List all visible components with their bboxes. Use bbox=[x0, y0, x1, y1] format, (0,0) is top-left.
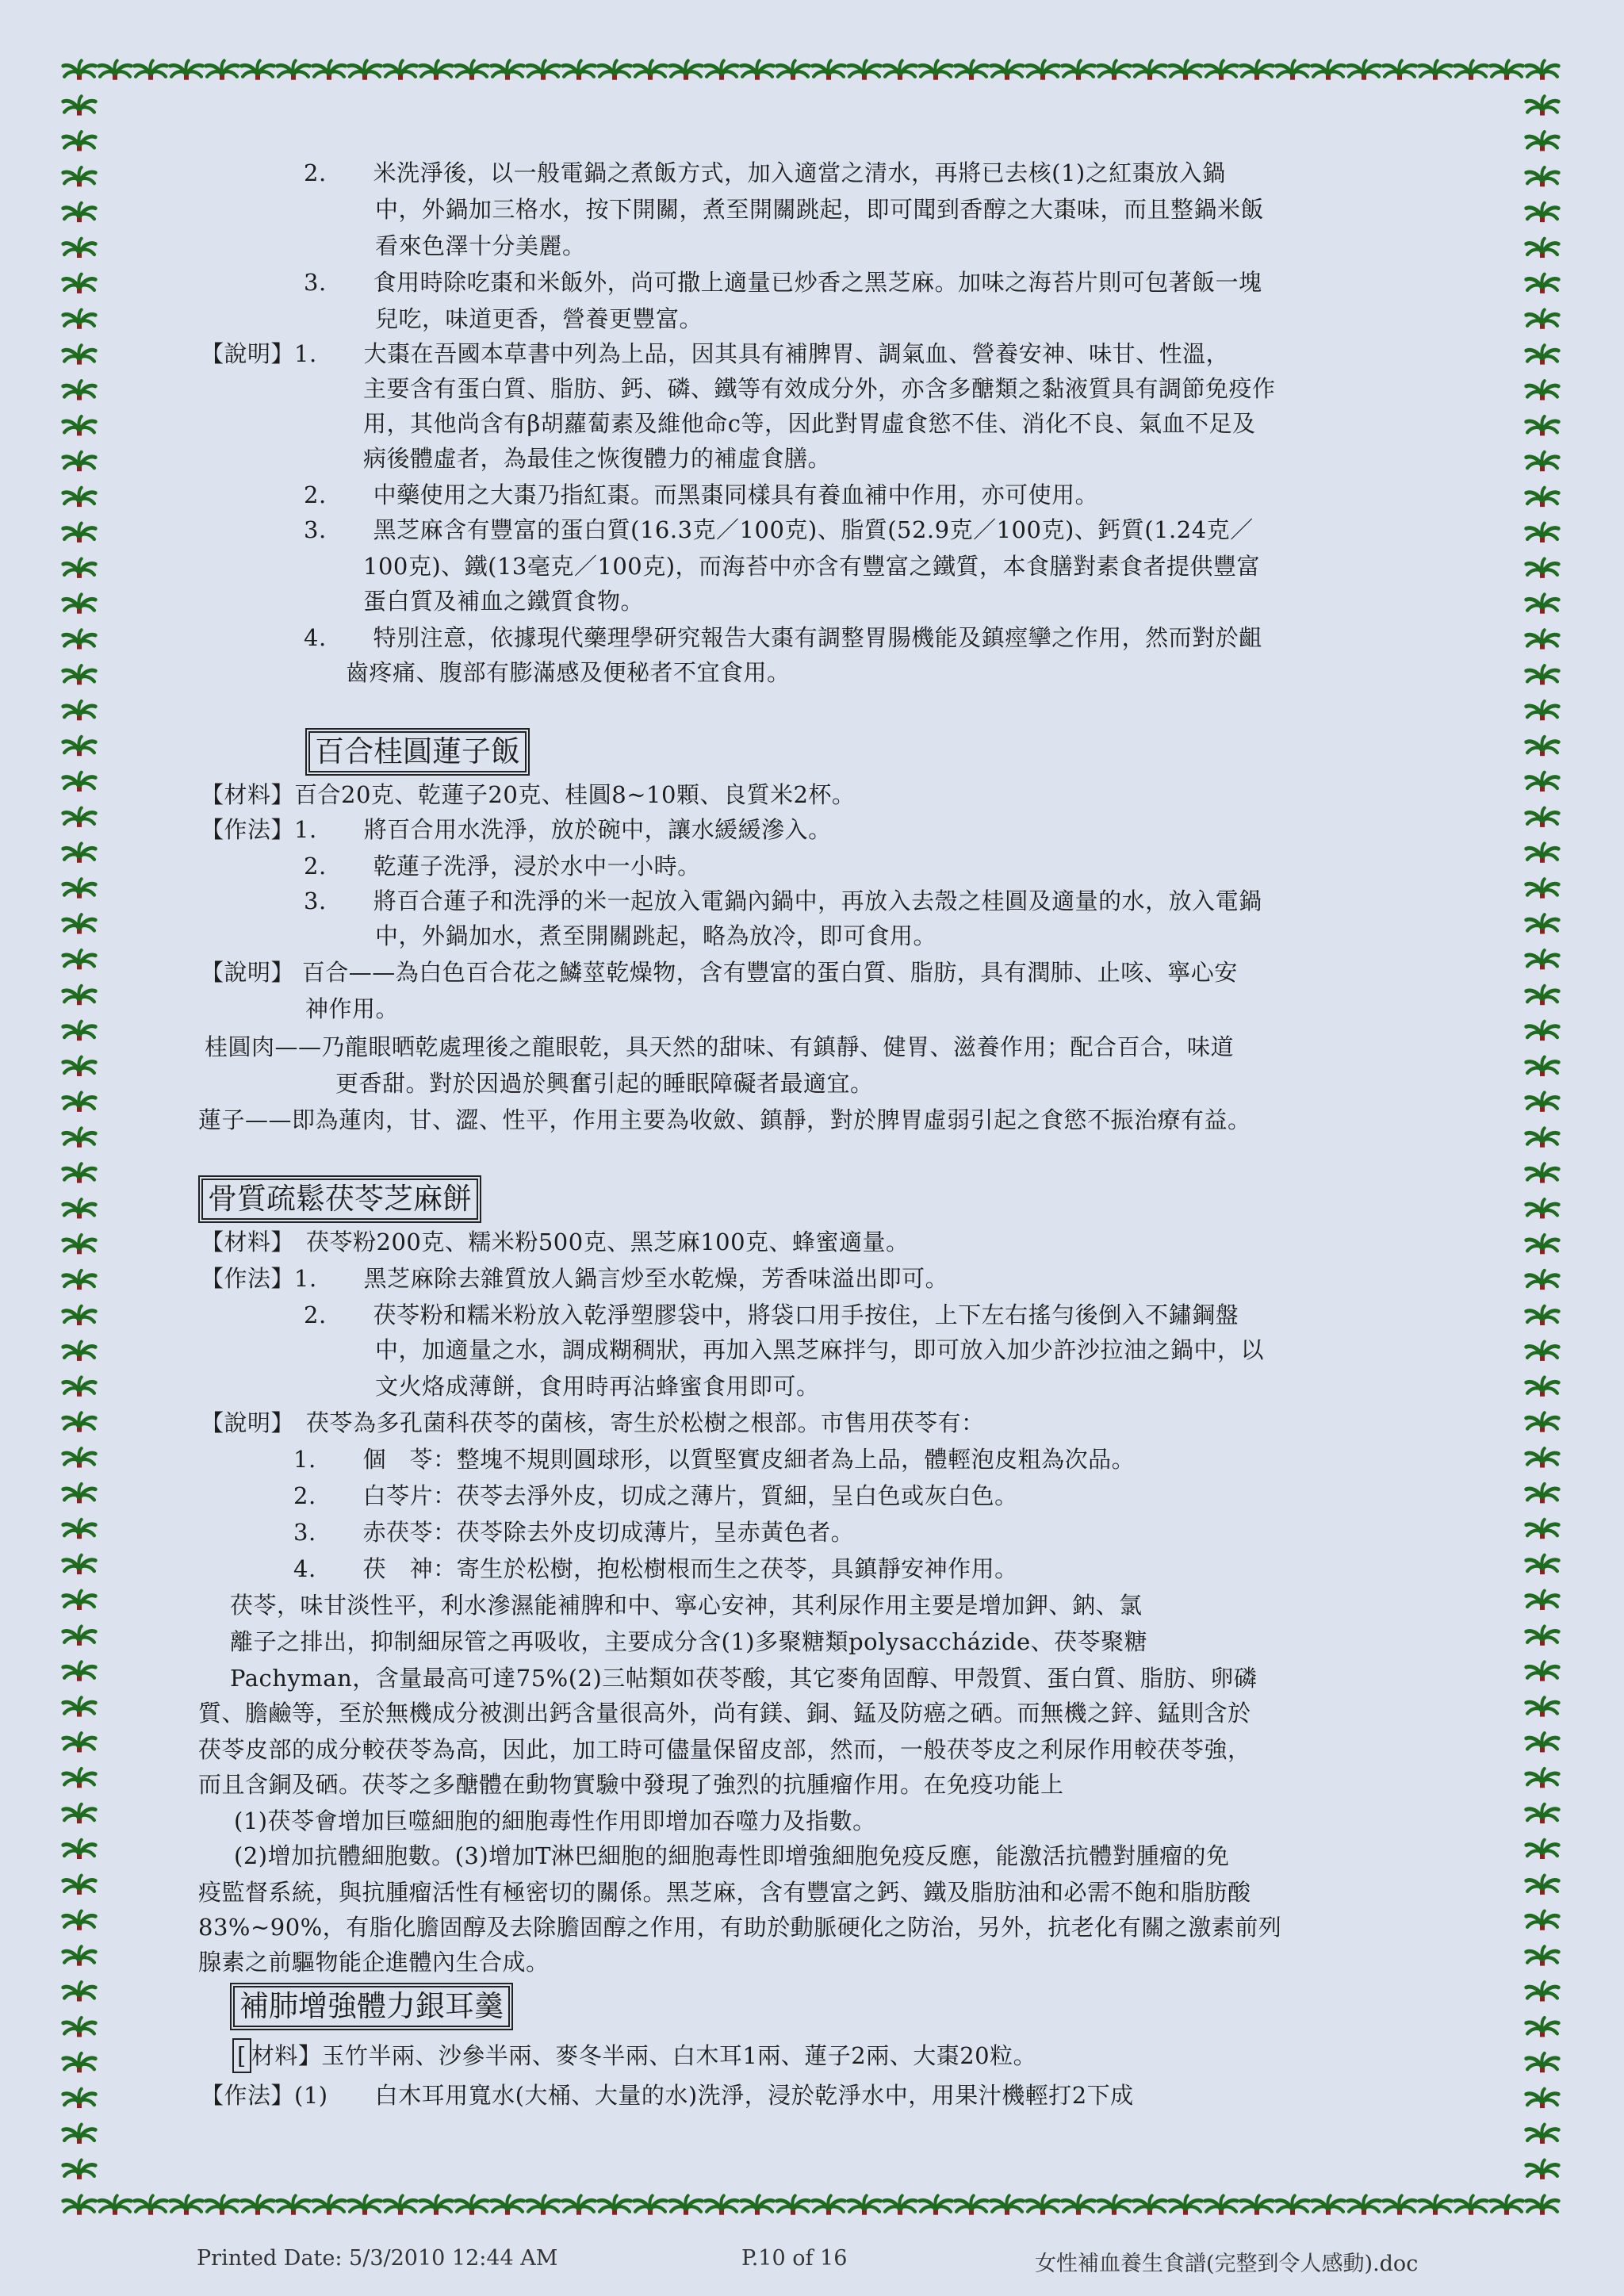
palm-tree-icon bbox=[1526, 1448, 1559, 1467]
method-step-2: 2. 茯苓粉和糯米粉放入乾淨塑膠袋中，將袋口用手按住，上下左右搖勻後倒入不鏽鋼盤 bbox=[304, 1301, 1239, 1328]
palm-tree-icon bbox=[1526, 808, 1559, 827]
palm-tree-icon bbox=[456, 2195, 488, 2214]
palm-tree-icon bbox=[170, 2195, 203, 2214]
palm-tree-icon bbox=[63, 132, 96, 151]
palm-tree-icon bbox=[956, 2195, 988, 2214]
palm-tree-icon bbox=[63, 1448, 96, 1467]
explanation-poria: 【說明】 茯苓為多孔菌科茯苓的菌核，寄生於松樹之根部。市售用茯苓有： bbox=[201, 1409, 985, 1436]
palm-tree-icon bbox=[599, 2195, 631, 2214]
palm-tree-icon bbox=[1384, 60, 1416, 79]
palm-tree-icon bbox=[63, 274, 96, 293]
palm-tree-icon bbox=[670, 60, 703, 79]
palm-tree-icon bbox=[706, 60, 738, 79]
palm-tree-icon bbox=[1526, 2125, 1559, 2144]
palm-tree-icon bbox=[634, 2195, 667, 2214]
method-step-3: 3. 將百合蓮子和洗淨的米一起放入電鍋內鍋中，再放入去殼之桂圓及適量的水，放入電鍋 bbox=[304, 887, 1262, 914]
palm-tree-icon bbox=[1526, 1484, 1559, 1503]
recipe-step-3: 3. 食用時除吃棗和米飯外，尚可撒上適量已炒香之黑芝麻。加味之海苔片則可包著飯一塊 bbox=[304, 269, 1262, 296]
palm-tree-icon bbox=[313, 60, 346, 79]
palm-tree-icon bbox=[63, 594, 96, 613]
bracket-mark: [ bbox=[232, 2038, 251, 2073]
palm-tree-icon bbox=[1277, 2195, 1309, 2214]
palm-tree-icon bbox=[741, 60, 774, 79]
palm-tree-icon bbox=[1526, 701, 1559, 720]
palm-tree-icon bbox=[63, 1128, 96, 1147]
palm-tree-icon bbox=[1348, 2195, 1381, 2214]
text-line: 文火烙成薄餅，食用時再沾蜂蜜食用即可。 bbox=[375, 1373, 820, 1400]
palm-tree-icon bbox=[1526, 1377, 1559, 1396]
poria-type-1: 1. 個 苓：整塊不規則圓球形，以質堅實皮細者為上品，體輕泡皮粗為次品。 bbox=[293, 1446, 1136, 1473]
palm-tree-icon bbox=[63, 1412, 96, 1432]
palm-tree-icon bbox=[1134, 2195, 1166, 2214]
palm-tree-icon bbox=[1491, 2195, 1523, 2214]
palm-tree-icon bbox=[848, 60, 881, 79]
text-line: (2)增加抗體細胞數。(3)增加T淋巴細胞的細胞毒性即增強細胞免疫反應，能激活抗體對腫瘤的免 bbox=[234, 1842, 1230, 1869]
palm-tree-icon bbox=[385, 60, 417, 79]
palm-tree-icon bbox=[1526, 203, 1559, 222]
palm-tree-icon bbox=[63, 1591, 96, 1610]
palm-tree-icon bbox=[1526, 737, 1559, 756]
palm-tree-icon bbox=[63, 1627, 96, 1646]
text-line: 離子之排出，抑制細尿管之再吸收，主要成分含(1)多聚糖類polysaccházide、茯苓聚糖 bbox=[230, 1628, 1148, 1655]
palm-tree-icon bbox=[741, 2195, 774, 2214]
palm-tree-icon bbox=[63, 523, 96, 542]
footer-printed-date: Printed Date: 5/3/2010 12:44 AM bbox=[197, 2246, 558, 2271]
palm-tree-icon bbox=[63, 1199, 96, 1218]
recipe-step-2: 2. 米洗淨後，以一般電鍋之煮飯方式，加入適當之清水，再將已去核(1)之紅棗放入鍋 bbox=[304, 159, 1226, 186]
palm-tree-icon bbox=[1526, 665, 1559, 684]
palm-tree-icon bbox=[63, 1804, 96, 1823]
palm-tree-icon bbox=[63, 1484, 96, 1503]
palm-tree-icon bbox=[1526, 1804, 1559, 1823]
ingredients-line: 【材料】百合20克、乾蓮子20克、桂圓8~10顆、良質米2杯。 bbox=[201, 781, 856, 808]
palm-tree-icon bbox=[63, 60, 96, 79]
palm-tree-icon bbox=[63, 381, 96, 400]
palm-tree-icon bbox=[920, 2195, 952, 2214]
palm-tree-icon bbox=[63, 1057, 96, 1076]
palm-tree-icon bbox=[1526, 1555, 1559, 1574]
palm-tree-icon bbox=[1526, 2160, 1559, 2179]
palm-tree-icon bbox=[1134, 60, 1166, 79]
explanation-item-2: 2. 中藥使用之大棗乃指紅棗。而黑棗同樣具有養血補中作用，亦可使用。 bbox=[304, 481, 1099, 508]
palm-tree-icon bbox=[99, 60, 132, 79]
palm-tree-icon bbox=[1526, 1342, 1559, 1361]
ingredients-line bbox=[232, 2038, 1036, 2073]
palm-tree-icon bbox=[1027, 60, 1059, 79]
palm-tree-icon bbox=[1205, 60, 1238, 79]
palm-tree-icon bbox=[670, 2195, 703, 2214]
palm-tree-icon bbox=[1526, 1022, 1559, 1041]
palm-tree-icon bbox=[63, 1733, 96, 1752]
text-line: 兒吃，味道更香，營養更豐富。 bbox=[375, 305, 703, 332]
palm-tree-icon bbox=[1526, 843, 1559, 862]
palm-tree-icon bbox=[1526, 772, 1559, 792]
palm-tree-icon bbox=[1526, 1520, 1559, 1539]
palm-tree-icon bbox=[135, 60, 167, 79]
palm-tree-icon bbox=[956, 60, 988, 79]
palm-tree-icon bbox=[1491, 60, 1523, 79]
footer-filename: 女性補血養生食譜(完整到令人感動).doc bbox=[1035, 2252, 1419, 2276]
text-line: 茯苓，味甘淡性平，利水滲濕能補脾和中、寧心安神，其利尿作用主要是增加鉀、鈉、氯 bbox=[230, 1592, 1143, 1619]
palm-tree-icon bbox=[63, 1093, 96, 1112]
palm-tree-icon bbox=[1526, 1662, 1559, 1681]
explanation-item-3: 3. 黑芝麻含有豐富的蛋白質(16.3克／100克)、脂質(52.9克／100克)、鈣質(1.24克／ bbox=[304, 516, 1254, 543]
palm-tree-icon bbox=[313, 2195, 346, 2214]
palm-tree-icon bbox=[991, 2195, 1024, 2214]
palm-tree-icon bbox=[1526, 1911, 1559, 1930]
palm-tree-icon bbox=[1419, 60, 1452, 79]
footer-page-number: P.10 of 16 bbox=[741, 2246, 848, 2271]
palm-tree-icon bbox=[1384, 2195, 1416, 2214]
palm-tree-icon bbox=[63, 167, 96, 186]
palm-tree-icon bbox=[63, 1022, 96, 1041]
palm-tree-icon bbox=[1526, 132, 1559, 151]
palm-tree-icon bbox=[1526, 559, 1559, 578]
palm-tree-icon bbox=[1526, 2018, 1559, 2037]
palm-tree-icon bbox=[63, 239, 96, 258]
palm-tree-icon bbox=[1526, 1697, 1559, 1716]
palm-tree-icon bbox=[1170, 2195, 1202, 2214]
explanation-longan: 桂圓肉——乃龍眼晒乾處理後之龍眼乾，具天然的甜味、有鎮靜、健胃、滋養作用；配合百合，味道 bbox=[205, 1033, 1235, 1060]
palm-tree-icon bbox=[884, 60, 917, 79]
palm-tree-icon bbox=[63, 1306, 96, 1325]
palm-tree-icon bbox=[706, 2195, 738, 2214]
palm-tree-icon bbox=[1526, 1128, 1559, 1147]
palm-tree-icon bbox=[1526, 1946, 1559, 1965]
recipe-title-white-fungus-soup: 補肺增強體力銀耳羹 bbox=[230, 1983, 513, 2030]
palm-tree-icon bbox=[1526, 488, 1559, 507]
palm-tree-icon bbox=[63, 843, 96, 862]
palm-tree-icon bbox=[63, 2195, 96, 2214]
palm-tree-icon bbox=[63, 1377, 96, 1396]
text-line: 茯苓皮部的成分較茯苓為高，因此，加工時可儘量保留皮部，然而，一般茯苓皮之利尿作用較茯苓強， bbox=[198, 1736, 1251, 1763]
text-line: 齒疼痛、腹部有膨滿感及便秘者不宜食用。 bbox=[346, 659, 791, 686]
palm-tree-icon bbox=[1526, 594, 1559, 613]
palm-tree-icon bbox=[1526, 1199, 1559, 1218]
palm-tree-icon bbox=[1526, 523, 1559, 542]
palm-tree-icon bbox=[1526, 239, 1559, 258]
palm-tree-icon bbox=[63, 1697, 96, 1716]
text-line: 而且含銅及硒。茯苓之多醣體在動物實驗中發現了強烈的抗腫瘤作用。在免疫功能上 bbox=[198, 1771, 1064, 1798]
palm-tree-icon bbox=[135, 2195, 167, 2214]
palm-tree-icon bbox=[63, 950, 96, 969]
palm-tree-icon bbox=[777, 2195, 810, 2214]
method-step-1: 【作法】(1) 白木耳用寬水(大桶、大量的水)洗淨，浸於乾淨水中，用果汁機輕打2下成 bbox=[201, 2082, 1134, 2109]
palm-tree-icon bbox=[63, 879, 96, 898]
palm-tree-icon bbox=[1170, 60, 1202, 79]
palm-tree-icon bbox=[1526, 2053, 1559, 2072]
palm-tree-icon bbox=[1526, 1412, 1559, 1432]
text-line: 更香甜。對於因過於興奮引起的睡眠障礙者最適宜。 bbox=[335, 1070, 874, 1097]
palm-tree-icon bbox=[1526, 1627, 1559, 1646]
palm-tree-icon bbox=[1526, 1093, 1559, 1112]
palm-tree-icon bbox=[1526, 1235, 1559, 1254]
palm-tree-icon bbox=[63, 203, 96, 222]
palm-tree-icon bbox=[63, 488, 96, 507]
text-line: 神作用。 bbox=[305, 995, 400, 1022]
text-line: 83%~90%，有脂化膽固醇及去除膽固醇之作用，有助於動脈硬化之防治，另外，抗老化有關之激素前列 bbox=[198, 1914, 1282, 1941]
palm-tree-icon bbox=[420, 60, 453, 79]
palm-tree-icon bbox=[63, 914, 96, 933]
palm-tree-icon bbox=[63, 808, 96, 827]
palm-tree-icon bbox=[63, 1163, 96, 1182]
palm-tree-icon bbox=[1526, 345, 1559, 364]
text-line: 蛋白質及補血之鐵質食物。 bbox=[363, 588, 645, 615]
palm-tree-icon bbox=[63, 1662, 96, 1681]
explanation-item-1: 【說明】1. 大棗在吾國本草書中列為上品，因其具有補脾胃、調氣血、營養安神、味甘、性溫， bbox=[201, 340, 1230, 367]
palm-tree-icon bbox=[242, 2195, 274, 2214]
palm-tree-icon bbox=[1526, 914, 1559, 933]
ingredients-text: 材料】玉竹半兩、沙參半兩、麥冬半兩、白木耳1兩、蓮子2兩、大棗20粒。 bbox=[251, 2042, 1037, 2069]
palm-tree-icon bbox=[63, 1911, 96, 1930]
palm-tree-icon bbox=[1312, 2195, 1345, 2214]
text-line: 中，外鍋加三格水，按下開關，煮至開關跳起，即可聞到香醇之大棗味，而且整鍋米飯 bbox=[375, 196, 1265, 223]
palm-tree-icon bbox=[1526, 1057, 1559, 1076]
palm-tree-icon bbox=[242, 60, 274, 79]
palm-tree-icon bbox=[63, 345, 96, 364]
palm-tree-icon bbox=[63, 1876, 96, 1895]
poria-type-4: 4. 茯 神：寄生於松樹，抱松樹根而生之茯苓，具鎮靜安神作用。 bbox=[293, 1555, 1018, 1582]
palm-tree-icon bbox=[991, 60, 1024, 79]
palm-tree-icon bbox=[1241, 2195, 1274, 2214]
palm-tree-icon bbox=[63, 1235, 96, 1254]
palm-tree-icon bbox=[1526, 309, 1559, 328]
palm-tree-icon bbox=[1348, 60, 1381, 79]
palm-tree-icon bbox=[1526, 96, 1559, 115]
text-line: (1)茯苓會增加巨噬細胞的細胞毒性作用即增加吞噬力及指數。 bbox=[234, 1807, 876, 1834]
palm-tree-icon bbox=[492, 2195, 524, 2214]
method-step-1: 【作法】1. 將百合用水洗淨，放於碗中，讓水緩緩滲入。 bbox=[201, 816, 832, 843]
text-line: 看來色澤十分美麗。 bbox=[375, 232, 586, 259]
palm-tree-icon bbox=[1526, 2089, 1559, 2108]
explanation-item-4: 4. 特別注意，依據現代藥理學研究報告大棗有調整胃腸機能及鎮痙攣之作用，然而對於齟 bbox=[304, 624, 1262, 651]
palm-tree-icon bbox=[63, 2089, 96, 2108]
palm-tree-icon bbox=[63, 2018, 96, 2037]
palm-tree-icon bbox=[99, 2195, 132, 2214]
text-line: 100克)、鐵(13毫克／100克)，而海苔中亦含有豐富之鐵質，本食膳對素食者提供豐富 bbox=[363, 553, 1261, 580]
palm-tree-icon bbox=[1277, 60, 1309, 79]
palm-tree-icon bbox=[206, 2195, 239, 2214]
palm-tree-icon bbox=[349, 60, 381, 79]
palm-tree-icon bbox=[1063, 2195, 1095, 2214]
palm-tree-icon bbox=[848, 2195, 881, 2214]
text-line: Pachyman，含量最高可達75%(2)三帖類如茯苓酸，其它麥角固醇、甲殼質、蛋白質、脂肪、卵磷 bbox=[230, 1665, 1258, 1692]
palm-tree-icon bbox=[1526, 986, 1559, 1005]
palm-tree-icon bbox=[1098, 2195, 1131, 2214]
palm-tree-icon bbox=[63, 1520, 96, 1539]
palm-tree-icon bbox=[777, 60, 810, 79]
text-line: 主要含有蛋白質、脂肪、鈣、磷、鐵等有效成分外，亦含多醣類之黏液質具有調節免疫作 bbox=[363, 375, 1276, 402]
ingredients-line: 【材料】 茯苓粉200克、糯米粉500克、黑芝麻100克、蜂蜜適量。 bbox=[201, 1228, 910, 1255]
palm-tree-icon bbox=[1526, 381, 1559, 400]
palm-tree-icon bbox=[63, 1840, 96, 1859]
palm-tree-icon bbox=[63, 309, 96, 328]
palm-tree-icon bbox=[813, 2195, 845, 2214]
palm-tree-icon bbox=[63, 1342, 96, 1361]
palm-tree-icon bbox=[456, 60, 488, 79]
palm-tree-icon bbox=[1241, 60, 1274, 79]
palm-tree-icon bbox=[63, 772, 96, 792]
palm-tree-icon bbox=[1455, 60, 1488, 79]
palm-tree-icon bbox=[599, 60, 631, 79]
palm-tree-icon bbox=[63, 630, 96, 649]
text-line: 中，外鍋加水，煮至開關跳起，略為放冷，即可食用。 bbox=[375, 922, 937, 949]
palm-tree-icon bbox=[63, 2125, 96, 2144]
palm-tree-icon bbox=[63, 701, 96, 720]
text-line: 病後體虛者，為最佳之恢復體力的補虛食膳。 bbox=[363, 445, 832, 472]
palm-tree-icon bbox=[63, 986, 96, 1005]
poria-type-2: 2. 白苓片：茯苓去淨外皮，切成之薄片，質細，呈白色或灰白色。 bbox=[293, 1482, 1018, 1509]
method-step-1: 【作法】1. 黑芝麻除去雜質放人鍋言炒至水乾燥，芳香味溢出即可。 bbox=[201, 1265, 949, 1292]
explanation-lotus-seed: 蓮子——即為蓮肉，甘、澀、性平，作用主要為收斂、鎮靜，對於脾胃虛弱引起之食慾不振治療有益。 bbox=[198, 1106, 1251, 1133]
palm-tree-icon bbox=[1526, 1769, 1559, 1788]
palm-tree-icon bbox=[63, 1769, 96, 1788]
palm-tree-icon bbox=[1526, 1840, 1559, 1859]
palm-tree-icon bbox=[1526, 1271, 1559, 1290]
palm-tree-icon bbox=[1526, 1876, 1559, 1895]
palm-tree-icon bbox=[634, 60, 667, 79]
palm-tree-icon bbox=[1027, 2195, 1059, 2214]
palm-tree-icon bbox=[884, 2195, 917, 2214]
palm-tree-icon bbox=[278, 2195, 310, 2214]
palm-tree-icon bbox=[563, 2195, 596, 2214]
palm-tree-icon bbox=[1526, 416, 1559, 435]
palm-tree-icon bbox=[63, 665, 96, 684]
palm-tree-icon bbox=[1526, 1591, 1559, 1610]
palm-tree-icon bbox=[1526, 1163, 1559, 1182]
palm-tree-icon bbox=[527, 60, 560, 79]
palm-tree-icon bbox=[1526, 60, 1559, 79]
text-line: 腺素之前驅物能企進體內生合成。 bbox=[198, 1949, 550, 1976]
palm-tree-icon bbox=[63, 96, 96, 115]
text-line: 用，其他尚含有β胡蘿蔔素及維他命c等，因此對胃虛食慾不佳、消化不良、氣血不足及 bbox=[363, 410, 1256, 437]
palm-tree-icon bbox=[1526, 950, 1559, 969]
text-line: 中，加適量之水，調成糊稠狀，再加入黑芝麻拌勻，即可放入加少許沙拉油之鍋中，以 bbox=[375, 1336, 1265, 1363]
palm-tree-icon bbox=[1526, 1733, 1559, 1752]
palm-tree-icon bbox=[63, 2053, 96, 2072]
palm-tree-icon bbox=[813, 60, 845, 79]
palm-tree-icon bbox=[492, 60, 524, 79]
palm-tree-icon bbox=[63, 1555, 96, 1574]
poria-type-3: 3. 赤茯苓：茯苓除去外皮切成薄片，呈赤黃色者。 bbox=[293, 1519, 855, 1546]
palm-tree-icon bbox=[1526, 2195, 1559, 2214]
palm-tree-icon bbox=[63, 1271, 96, 1290]
palm-tree-icon bbox=[420, 2195, 453, 2214]
palm-tree-icon bbox=[1098, 60, 1131, 79]
palm-tree-icon bbox=[1312, 60, 1345, 79]
palm-tree-icon bbox=[278, 60, 310, 79]
text-line: 疫監督系統，與抗腫瘤活性有極密切的關係。黑芝麻，含有豐富之鈣、鐵及脂肪油和必需不飽和脂肪酸 bbox=[198, 1879, 1251, 1906]
palm-tree-icon bbox=[1205, 2195, 1238, 2214]
palm-tree-icon bbox=[563, 60, 596, 79]
palm-tree-icon bbox=[1526, 167, 1559, 186]
palm-tree-icon bbox=[385, 2195, 417, 2214]
palm-tree-icon bbox=[206, 60, 239, 79]
palm-tree-icon bbox=[63, 1982, 96, 2001]
recipe-title-lily-longan-lotus-rice: 百合桂圓蓮子飯 bbox=[305, 728, 530, 776]
palm-tree-icon bbox=[1063, 60, 1095, 79]
palm-tree-icon bbox=[349, 2195, 381, 2214]
palm-tree-icon bbox=[527, 2195, 560, 2214]
palm-tree-icon bbox=[1526, 630, 1559, 649]
palm-tree-icon bbox=[1419, 2195, 1452, 2214]
palm-tree-icon bbox=[1455, 2195, 1488, 2214]
palm-tree-icon bbox=[63, 1946, 96, 1965]
palm-tree-icon bbox=[920, 60, 952, 79]
palm-tree-icon bbox=[63, 2160, 96, 2179]
palm-tree-icon bbox=[1526, 274, 1559, 293]
explanation-lily: 【說明】 百合——為白色百合花之鱗莖乾燥物，含有豐富的蛋白質、脂肪，具有潤肺、止咳、寧心安 bbox=[201, 959, 1238, 986]
palm-tree-icon bbox=[63, 416, 96, 435]
palm-tree-icon bbox=[170, 60, 203, 79]
palm-tree-icon bbox=[1526, 452, 1559, 471]
recipe-title-poria-sesame-cake: 骨質疏鬆茯苓芝麻餅 bbox=[198, 1175, 481, 1223]
palm-tree-icon bbox=[1526, 1982, 1559, 2001]
palm-tree-icon bbox=[63, 559, 96, 578]
palm-tree-icon bbox=[63, 452, 96, 471]
text-line: 質、膽鹼等，至於無機成分被測出鈣含量很高外，尚有鎂、銅、錳及防癌之硒。而無機之鋅、錳則含於 bbox=[198, 1700, 1251, 1727]
palm-tree-icon bbox=[1526, 1306, 1559, 1325]
palm-tree-icon bbox=[1526, 879, 1559, 898]
method-step-2: 2. 乾蓮子洗淨，浸於水中一小時。 bbox=[304, 853, 701, 880]
palm-tree-icon bbox=[63, 737, 96, 756]
